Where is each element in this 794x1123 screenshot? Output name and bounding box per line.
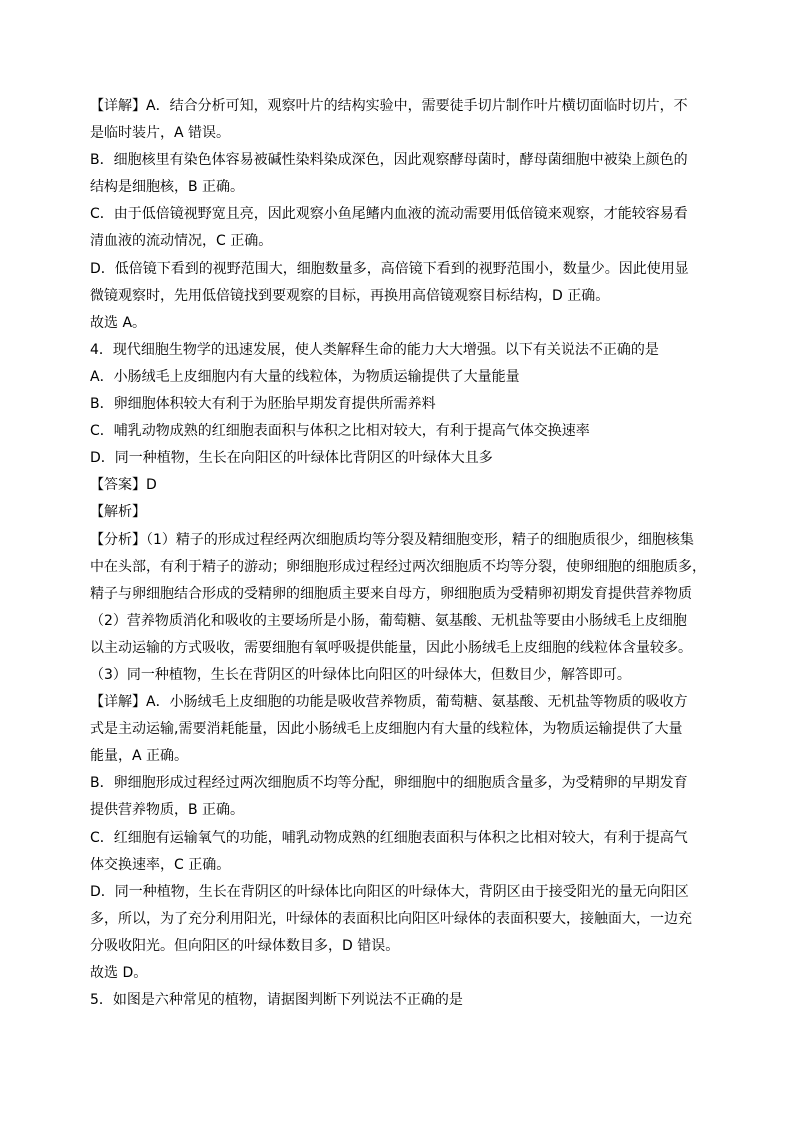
- text-line: D．同一种植物，生长在背阴区的叶绿体比向阳区的叶绿体大，背阴区由于接受阳光的量无向阳区: [90, 883, 689, 900]
- text-line: 分吸收阳光。但向阳区的叶绿体数目多，D 错误。: [90, 937, 400, 954]
- text-line: 是临时装片，A 错误。: [90, 125, 231, 142]
- text-line: D．低倍镜下看到的视野范围大，细胞数量多，高倍镜下看到的视野范围小，数量少。因此使用显: [90, 260, 689, 277]
- analysis-heading: 【解析】: [90, 504, 146, 521]
- document-body: [90, 93, 710, 1014]
- text-line: 式是主动运输,需要消耗能量，因此小肠绒毛上皮细胞内有大量的线粒体，为物质运输提供了大量: [90, 721, 683, 738]
- text-line: 精子与卵细胞结合形成的受精卵的细胞质主要来自母方，卵细胞质为受精卵初期发育提供营养物质: [90, 585, 692, 602]
- option-b: B．卵细胞体积较大有利于为胚胎早期发育提供所需养料: [90, 396, 436, 413]
- text-line: （3）同一种植物，生长在背阴区的叶绿体比向阳区的叶绿体大，但数目少，解答即可。: [90, 666, 631, 683]
- text-line: （2）营养物质消化和吸收的主要场所是小肠，葡萄糖、氨基酸、无机盐等要由小肠绒毛上皮细胞: [90, 612, 687, 629]
- answer-line: 【答案】D: [90, 477, 157, 494]
- text-line: 故选 D。: [90, 965, 148, 981]
- text-line: 故选 A。: [90, 314, 147, 331]
- option-a: A．小肠绒毛上皮细胞内有大量的线粒体，为物质运输提供了大量能量: [90, 368, 520, 385]
- text-line: 结构是细胞核，B 正确。: [90, 179, 245, 196]
- text-line: B．细胞核里有染色体容易被碱性染料染成深色，因此观察酵母菌时，酵母菌细胞中被染上颜色的: [90, 152, 688, 169]
- text-line: 能量，A 正确。: [90, 748, 189, 765]
- text-line: 【分析】（1）精子的形成过程经两次细胞质均等分裂及精细胞变形，精子的细胞质很少，细胞核集: [90, 531, 694, 548]
- text-line: 微镜观察时，先用低倍镜找到要观察的目标，再换用高倍镜观察目标结构，D 正确。: [90, 287, 610, 304]
- question-stem: 4．现代细胞生物学的迅速发展，使人类解释生命的能力大大增强。以下有关说法不正确的是: [90, 341, 659, 358]
- text-line: B．卵细胞形成过程经过两次细胞质不均等分配，卵细胞中的细胞质含量多，为受精卵的早期发育: [90, 775, 688, 792]
- text-line: C．红细胞有运输氧气的功能，哺乳动物成熟的红细胞表面积与体积之比相对较大，有利于提高气: [90, 829, 688, 846]
- text-line: 【详解】A．小肠绒毛上皮细胞的功能是吸收营养物质，葡萄糖、氨基酸、无机盐等物质的吸收方: [90, 694, 688, 711]
- option-c: C．哺乳动物成熟的红细胞表面积与体积之比相对较大，有利于提高气体交换速率: [90, 423, 590, 440]
- text-line: 【详解】A．结合分析可知，观察叶片的结构实验中，需要徒手切片制作叶片横切面临时切片，不: [90, 98, 688, 114]
- text-line: 体交换速率，C 正确。: [90, 856, 231, 873]
- text-line: 多，所以，为了充分利用阳光，叶绿体的表面积比向阳区叶绿体的表面积要大，接触面大，一边充: [90, 910, 692, 927]
- option-d: D．同一种植物，生长在向阳区的叶绿体比背阴区的叶绿体大且多: [90, 450, 493, 467]
- text-line: 提供营养物质，B 正确。: [90, 802, 245, 819]
- text-line: 清血液的流动情况，C 正确。: [90, 233, 273, 250]
- question-stem: 5．如图是六种常见的植物，请据图判断下列说法不正确的是: [90, 992, 463, 1009]
- text-line: 以主动运输的方式吸收，需要细胞有氧呼吸提供能量，因此小肠绒毛上皮细胞的线粒体含量较多。: [90, 639, 692, 656]
- text-line: C．由于低倍镜视野宽且亮，因此观察小鱼尾鳍内血液的流动需要用低倍镜来观察，才能较容易看: [90, 206, 688, 223]
- text-line: 中在头部，有利于精子的游动；卵细胞形成过程经过两次细胞质不均等分裂，使卵细胞的细胞质多，: [90, 558, 706, 575]
